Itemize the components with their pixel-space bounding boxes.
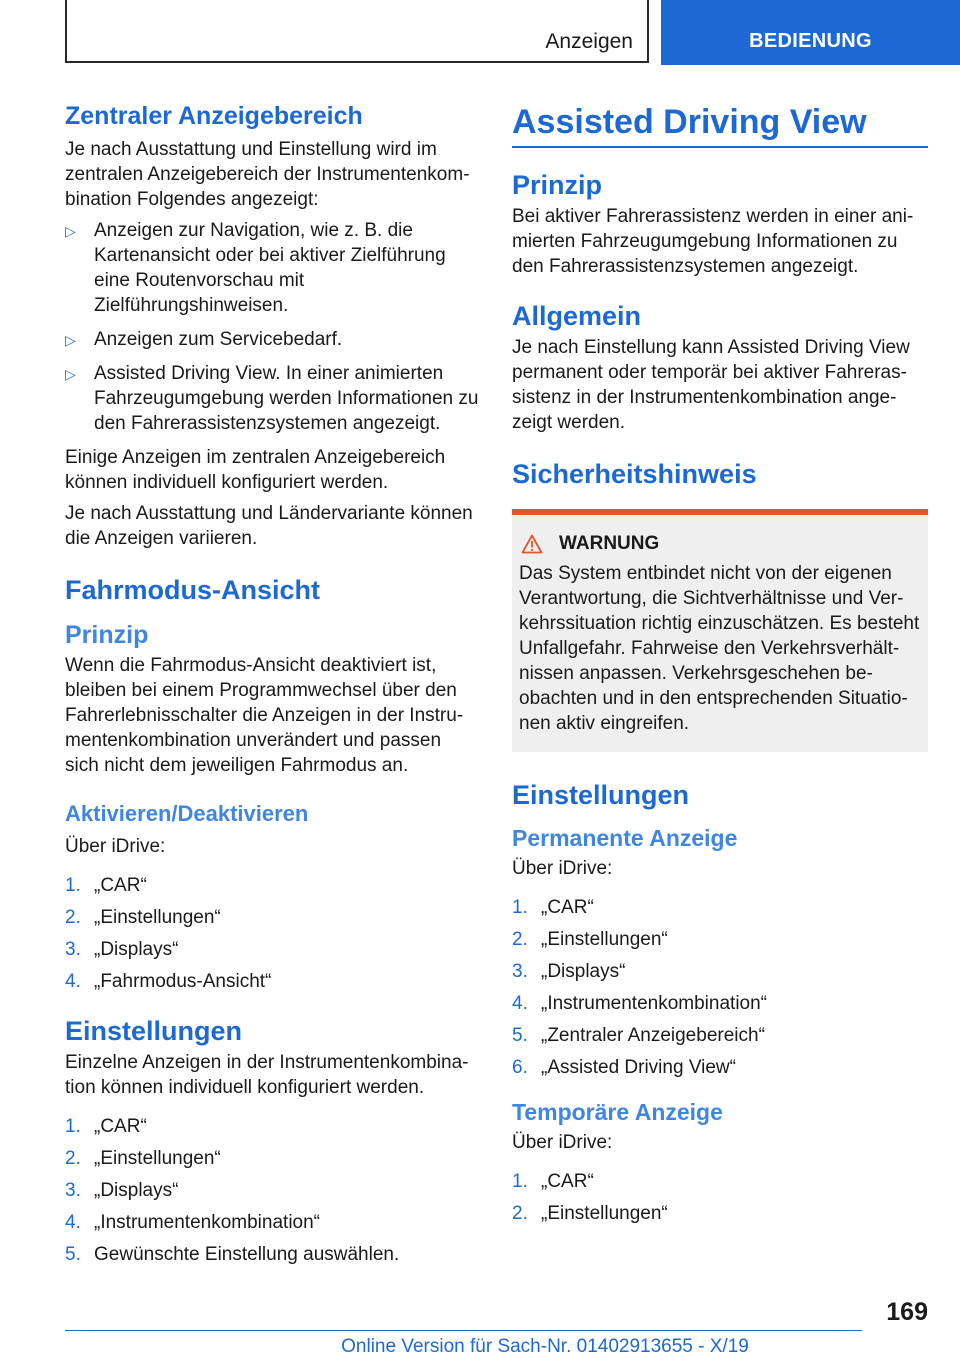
footer-text: Online Version für Sach-Nr. 01402913655 - X/19	[341, 1336, 749, 1357]
header-chapter-title: BEDIENUNG	[749, 30, 872, 52]
central-bullet-list	[65, 218, 480, 436]
warning-title: WARNUNG	[519, 533, 920, 555]
triangle-right-icon: ▷	[65, 332, 76, 348]
settings-steps	[65, 1114, 480, 1267]
triangle-right-icon: ▷	[65, 366, 76, 382]
list-item: 4. „Instrumentenkombination“	[65, 1212, 320, 1233]
temporary-steps	[512, 1169, 928, 1226]
permanent-intro: Über iDrive:	[512, 858, 613, 879]
triangle-right-icon: ▷	[65, 223, 76, 239]
list-item: 4. „Fahrmodus-Ansicht“	[65, 971, 272, 992]
list-item: ▷ Anzeigen zur Navigation, wie z. B. die Kartenansicht oder bei aktiver Zielführung eine Routenvorschau mit Zielführungshinweisen.	[65, 220, 446, 316]
list-item: 1. „CAR“	[65, 1116, 147, 1137]
activate-steps	[65, 873, 480, 994]
heading-settings: Einstellungen	[65, 1016, 243, 1046]
list-item: 2. „Einstellungen“	[65, 907, 221, 928]
heading-safety-notice: Sicherheitshinweis	[512, 459, 757, 489]
list-item: 3. „Displays“	[512, 961, 626, 982]
settings-text: Einzelne Anzeigen in der Instrumentenkombination können individuell konfiguriert werden.	[65, 1052, 469, 1098]
list-item: 2. „Einstellungen“	[512, 929, 668, 950]
list-item: 3. „Displays“	[65, 1180, 179, 1201]
heading-central-display: Zentraler Anzeigebereich	[65, 102, 363, 130]
left-column	[65, 100, 480, 1274]
list-item: ▷ Assisted Driving View. In einer animierten Fahrzeugumgebung werden Informationen zu den Fahrerassistenzsystemen angezeigt.	[65, 363, 479, 434]
list-item: 3. „Displays“	[65, 939, 179, 960]
warning-text: Das System entbindet nicht von der eigenen Verantwortung, die Sichtverhältnisse und Verkehrssituation richtig einzuschätzen. Es besteht Unfallgefahr. Fahrweise den Verkehrsverhältnissen anpassen. Verkehrsgeschehen beobachten und in den entsprechenden Situationen aktiv eingreifen.	[519, 563, 920, 734]
heading-principle: Prinzip	[512, 170, 603, 200]
header-section-box	[65, 0, 649, 63]
heading-principle: Prinzip	[65, 621, 149, 649]
list-item: 2. „Einstellungen“	[512, 1203, 668, 1224]
heading-general: Allgemein	[512, 301, 642, 331]
permanent-steps	[512, 895, 928, 1080]
list-item: 5. Gewünschte Einstellung auswählen.	[65, 1244, 400, 1265]
central-paragraph-3: Je nach Ausstattung und Ländervariante können die Anzeigen variieren.	[65, 503, 473, 549]
footer-divider	[65, 1330, 862, 1331]
list-item: 1. „CAR“	[512, 897, 594, 918]
list-item: 6. „Assisted Driving View“	[512, 1057, 736, 1078]
list-item: ▷ Anzeigen zum Servicebedarf.	[65, 327, 480, 352]
heading-settings: Einstellungen	[512, 780, 690, 810]
list-item: 1. „CAR“	[512, 1171, 594, 1192]
header-chapter-tab	[661, 0, 960, 65]
heading-permanent-display: Permanente Anzeige	[512, 825, 738, 851]
right-column	[512, 100, 928, 1233]
principle-text: Wenn die Fahrmodus-Ansicht deaktiviert ist, bleiben bei einem Programmwechsel über den Fahrerlebnisschalter die Anzeigen in der Instrumentenkombination unverändert und passen sich nicht dem jeweiligen Fahrmodus an.	[65, 655, 464, 776]
central-intro: Je nach Ausstattung und Einstellung wird im zentralen Anzeigebereich der Instrumentenkombination Folgendes angezeigt:	[65, 139, 470, 210]
activate-intro: Über iDrive:	[65, 836, 166, 857]
heading-driving-mode-view: Fahrmodus-Ansicht	[65, 575, 321, 605]
principle-text: Bei aktiver Fahrerassistenz werden in einer animierten Fahrzeugumgebung Informationen zu den Fahrerassistenzsystemen angezeigt.	[512, 206, 914, 277]
list-item: 4. „Instrumentenkombination“	[512, 993, 767, 1014]
heading-activate-deactivate: Aktivieren/Deaktivieren	[65, 801, 309, 826]
general-text: Je nach Einstellung kann Assisted Driving View permanent oder temporär bei aktiver Fahrerassistenz in der Instrumentenkombination angezeigt werden.	[512, 337, 910, 433]
list-item: 2. „Einstellungen“	[65, 1148, 221, 1169]
page-number: 169	[886, 1298, 928, 1326]
list-item: 1. „CAR“	[65, 875, 147, 896]
list-item: 5. „Zentraler Anzeigebereich“	[512, 1025, 765, 1046]
heading-assisted-driving-view: Assisted Driving View	[512, 100, 928, 148]
warning-box	[512, 509, 928, 752]
central-paragraph-2: Einige Anzeigen im zentralen Anzeigebereich können individuell konfiguriert werden.	[65, 447, 446, 493]
header-section-title: Anzeigen	[545, 30, 633, 53]
heading-temporary-display: Temporäre Anzeige	[512, 1099, 723, 1125]
temporary-intro: Über iDrive:	[512, 1132, 613, 1153]
warning-triangle-icon	[521, 534, 543, 554]
